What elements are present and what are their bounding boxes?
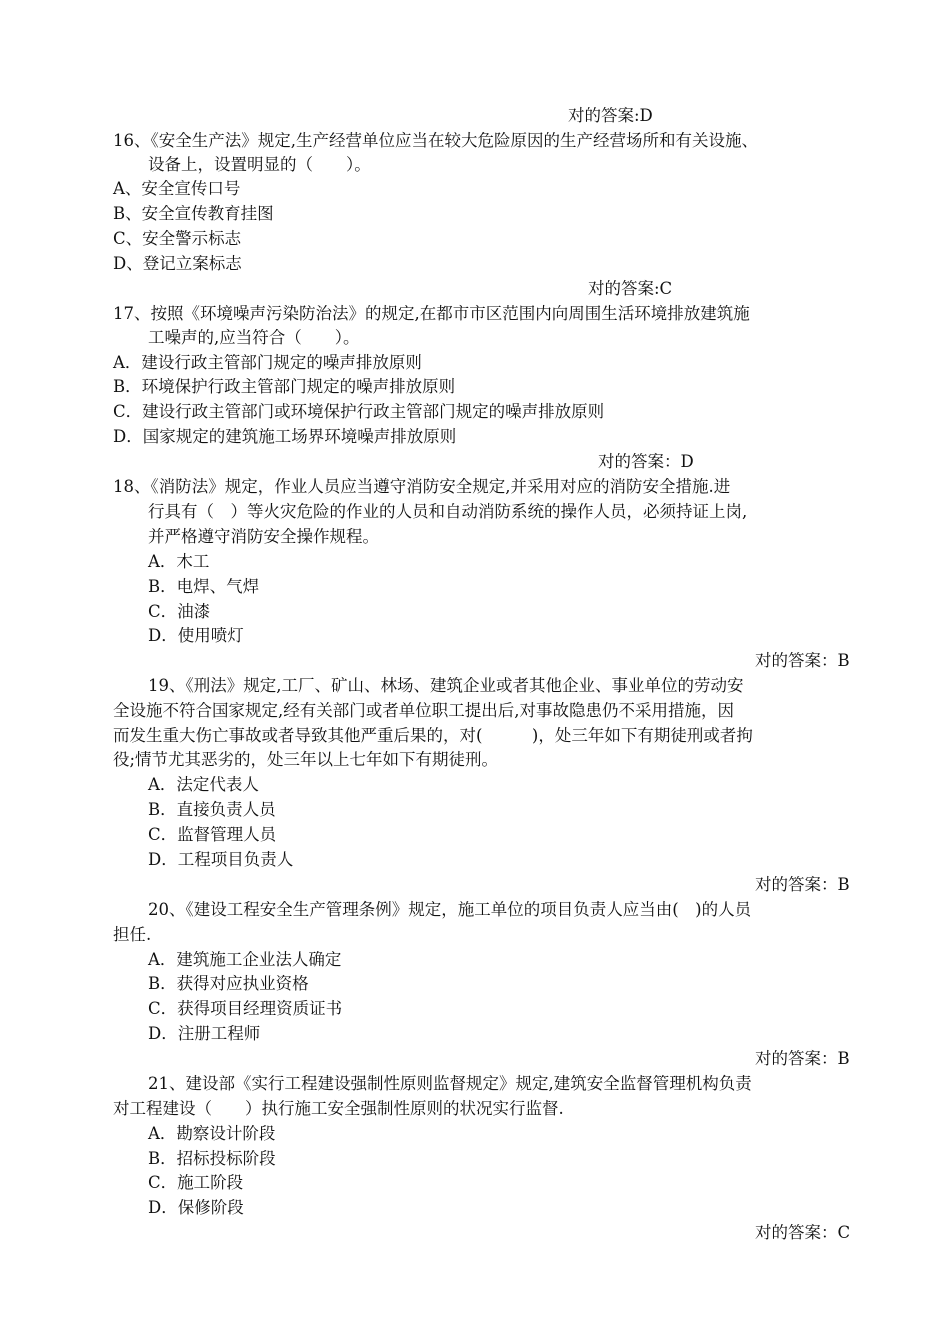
answer-line: 对的答案：B [755, 1049, 850, 1068]
question-21-text: 21、建设部《实行工程建设强制性原则监督规定》规定,建筑安全监督管理机构负责 [148, 1074, 752, 1093]
question-20-text: 担任. [113, 925, 152, 944]
answer-line: 对的答案：B [755, 875, 850, 894]
option: B．招标投标阶段 [148, 1149, 276, 1168]
option: D、登记立案标志 [113, 254, 242, 273]
question-18-text: 18、《消防法》规定，作业人员应当遵守消防安全规定,并采用对应的消防安全措施.进 [113, 477, 731, 496]
option: C．获得项目经理资质证书 [148, 999, 343, 1018]
option: B、安全宣传教育挂图 [113, 204, 274, 223]
question-16-text: 16、《安全生产法》规定,生产经营单位应当在较大危险原因的生产经营场所和有关设施、 [113, 131, 758, 150]
question-18-text: 行具有（ ）等火灾危险的作业的人员和自动消防系统的操作人员，必须持证上岗, [148, 502, 748, 521]
option: A．木工 [148, 552, 210, 571]
option: A．建设行政主管部门规定的噪声排放原则 [113, 353, 422, 372]
answer-line: 对的答案:C [588, 279, 673, 298]
option: B．电焊、气焊 [148, 577, 260, 596]
answer-line: 对的答案：B [755, 651, 850, 670]
question-19-text: 役;情节尤其恶劣的，处三年以上七年如下有期徒刑。 [113, 750, 499, 769]
question-16-text: 设备上，设置明显的（ ）。 [148, 155, 371, 174]
option: C．建设行政主管部门或环境保护行政主管部门规定的噪声排放原则 [113, 402, 605, 421]
option: D．保修阶段 [148, 1198, 244, 1217]
option: D．国家规定的建筑施工场界环境噪声排放原则 [113, 427, 457, 446]
question-17-text: 17、按照《环境噪声污染防治法》的规定,在都市市区范围内向周围生活环境排放建筑施 [113, 304, 750, 323]
option: A．法定代表人 [148, 775, 259, 794]
question-18-text: 并严格遵守消防安全操作规程。 [148, 527, 379, 546]
option: B．环境保护行政主管部门规定的噪声排放原则 [113, 377, 456, 396]
option: C．监督管理人员 [148, 825, 277, 844]
option: C．施工阶段 [148, 1173, 244, 1192]
option: A．勘察设计阶段 [148, 1124, 276, 1143]
question-19-text: 19、《刑法》规定,工厂、矿山、林场、建筑企业或者其他企业、事业单位的劳动安 [148, 676, 744, 695]
option: D．使用喷灯 [148, 626, 244, 645]
answer-line: 对的答案：D [598, 452, 694, 471]
option: B．获得对应执业资格 [148, 974, 309, 993]
question-20-text: 20、《建设工程安全生产管理条例》规定，施工单位的项目负责人应当由( )的人员 [148, 900, 752, 919]
option: C、安全警示标志 [113, 229, 242, 248]
option: D．注册工程师 [148, 1024, 261, 1043]
question-17-text: 工噪声的,应当符合（ ）。 [148, 328, 360, 347]
option: C．油漆 [148, 602, 211, 621]
option: A、安全宣传口号 [113, 179, 241, 198]
option: B．直接负责人员 [148, 800, 276, 819]
question-21-text: 对工程建设（ ）执行施工安全强制性原则的状况实行监督. [113, 1099, 564, 1118]
option: D．工程项目负责人 [148, 850, 294, 869]
answer-line: 对的答案：C [755, 1223, 851, 1242]
answer-line: 对的答案:D [568, 106, 653, 125]
question-19-text: 而发生重大伤亡事故或者导致其他严重后果的，对( )，处三年如下有期徒刑或者拘 [113, 726, 753, 745]
question-19-text: 全设施不符合国家规定,经有关部门或者单位职工提出后,对事故隐患仍不采用措施，因 [113, 701, 734, 720]
option: A．建筑施工企业法人确定 [148, 950, 342, 969]
